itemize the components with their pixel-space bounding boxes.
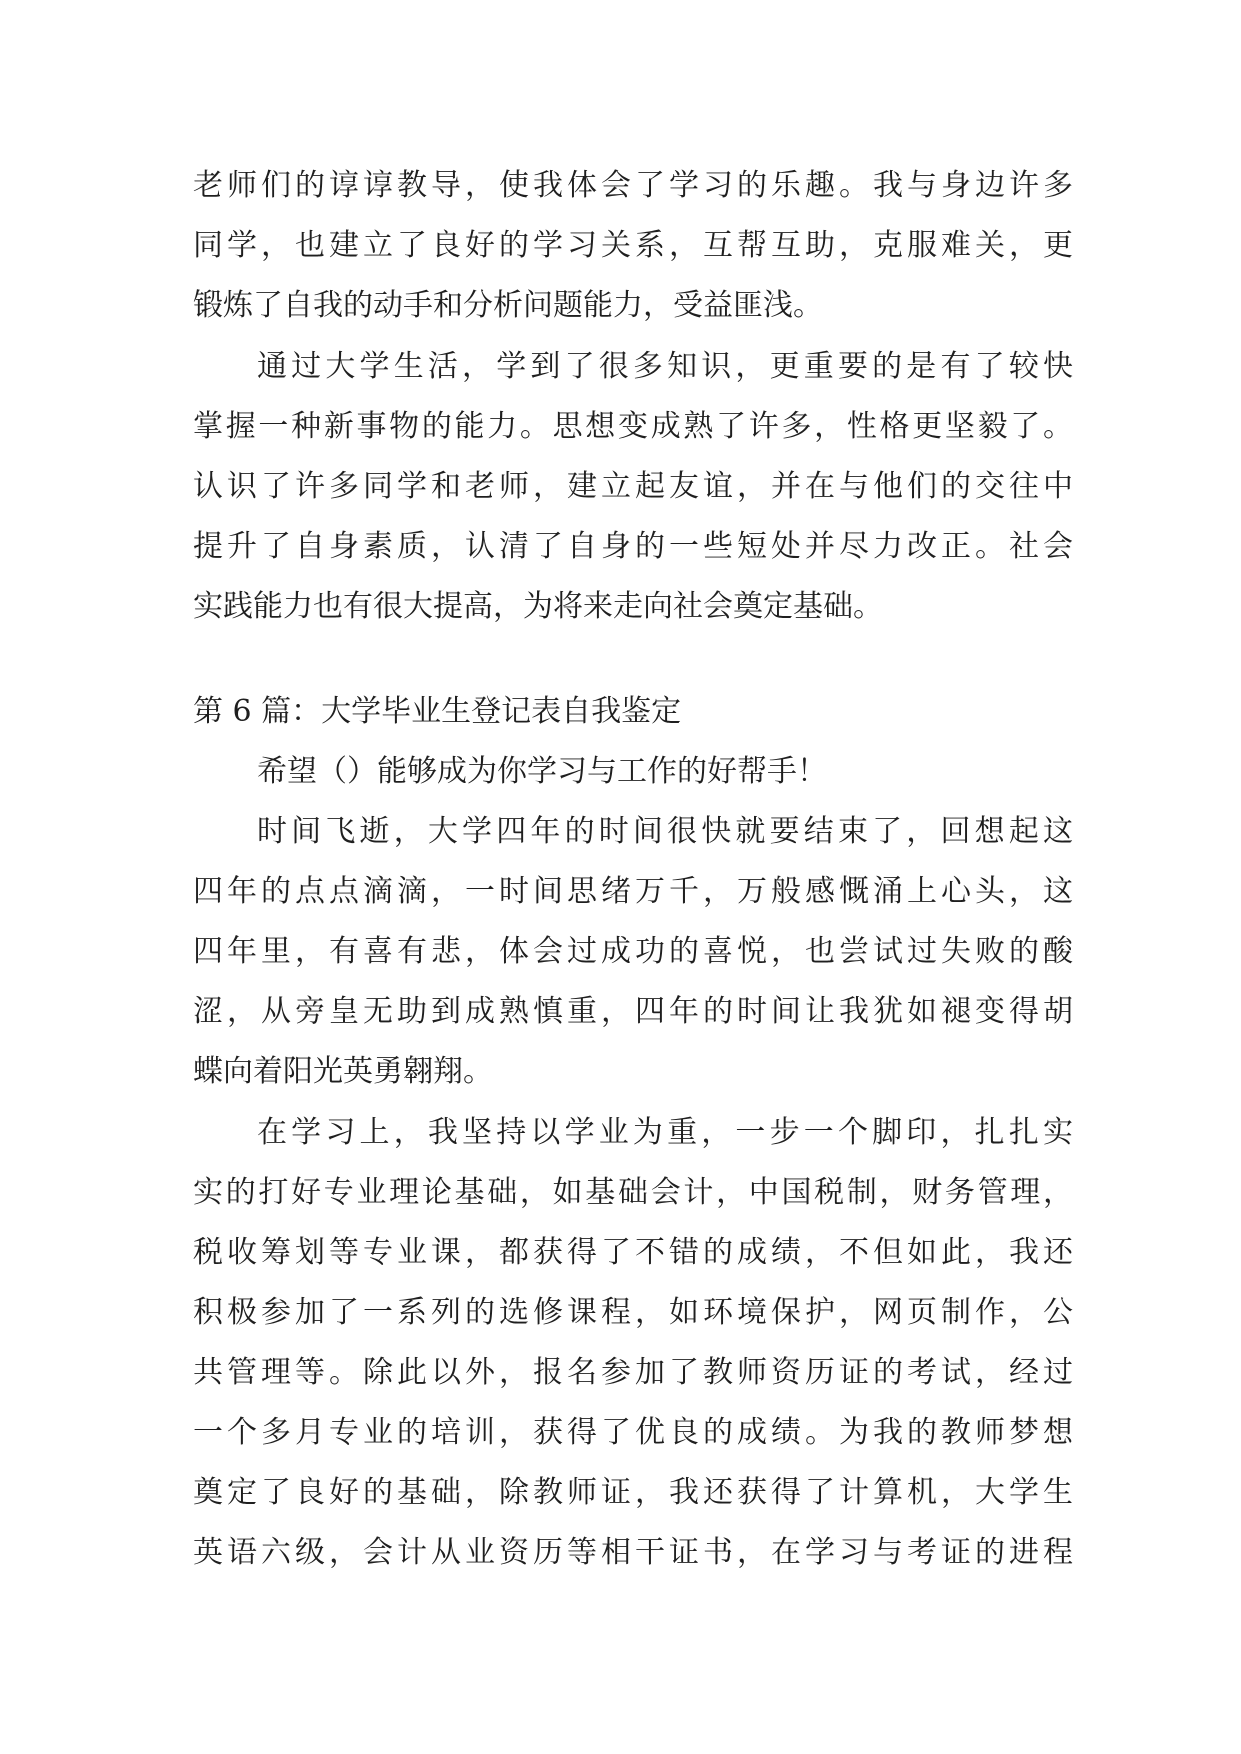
paragraph-line: 税收筹划等专业课，都获得了不错的成绩，不但如此，我还 bbox=[193, 1235, 1073, 1270]
paragraph-line: 实的打好专业理论基础，如基础会计，中国税制，财务管理， bbox=[193, 1175, 1073, 1210]
paragraph-line: 蝶向着阳光英勇翱翔。 bbox=[193, 1054, 493, 1089]
paragraph-line: 涩，从旁皇无助到成熟慎重，四年的时间让我犹如褪变得胡 bbox=[193, 994, 1073, 1029]
paragraph-line: 希望（）能够成为你学习与工作的好帮手！ bbox=[257, 754, 827, 789]
paragraph-line: 在学习上，我坚持以学业为重，一步一个脚印，扎扎实 bbox=[257, 1115, 1073, 1150]
paragraph-line: 提升了自身素质，认清了自身的一些短处并尽力改正。社会 bbox=[193, 529, 1073, 564]
section-heading: 第 6 篇：大学毕业生登记表自我鉴定 bbox=[193, 694, 682, 729]
paragraph-line: 一个多月专业的培训，获得了优良的成绩。为我的教师梦想 bbox=[193, 1415, 1073, 1450]
paragraph-line: 实践能力也有很大提高，为将来走向社会奠定基础。 bbox=[193, 589, 883, 624]
paragraph-line: 同学，也建立了良好的学习关系，互帮互助，克服难关，更 bbox=[193, 228, 1073, 263]
paragraph-line: 四年的点点滴滴，一时间思绪万千，万般感慨涌上心头，这 bbox=[193, 874, 1073, 909]
paragraph-line: 英语六级，会计从业资历等相干证书，在学习与考证的进程 bbox=[193, 1535, 1073, 1570]
paragraph-line: 认识了许多同学和老师，建立起友谊，并在与他们的交往中 bbox=[193, 469, 1073, 504]
paragraph-line: 时间飞逝，大学四年的时间很快就要结束了，回想起这 bbox=[257, 814, 1073, 849]
paragraph-line: 掌握一种新事物的能力。思想变成熟了许多，性格更坚毅了。 bbox=[193, 409, 1073, 444]
paragraph-line: 积极参加了一系列的选修课程，如环境保护，网页制作，公 bbox=[193, 1295, 1073, 1330]
paragraph-line: 奠定了良好的基础，除教师证，我还获得了计算机，大学生 bbox=[193, 1475, 1073, 1510]
paragraph-line: 锻炼了自我的动手和分析问题能力，受益匪浅。 bbox=[193, 288, 823, 323]
paragraph-line: 共管理等。除此以外，报名参加了教师资历证的考试，经过 bbox=[193, 1355, 1073, 1390]
paragraph-line: 老师们的谆谆教导，使我体会了学习的乐趣。我与身边许多 bbox=[193, 168, 1073, 203]
paragraph-line: 四年里，有喜有悲，体会过成功的喜悦，也尝试过失败的酸 bbox=[193, 934, 1073, 969]
paragraph-line: 通过大学生活，学到了很多知识，更重要的是有了较快 bbox=[257, 349, 1073, 384]
